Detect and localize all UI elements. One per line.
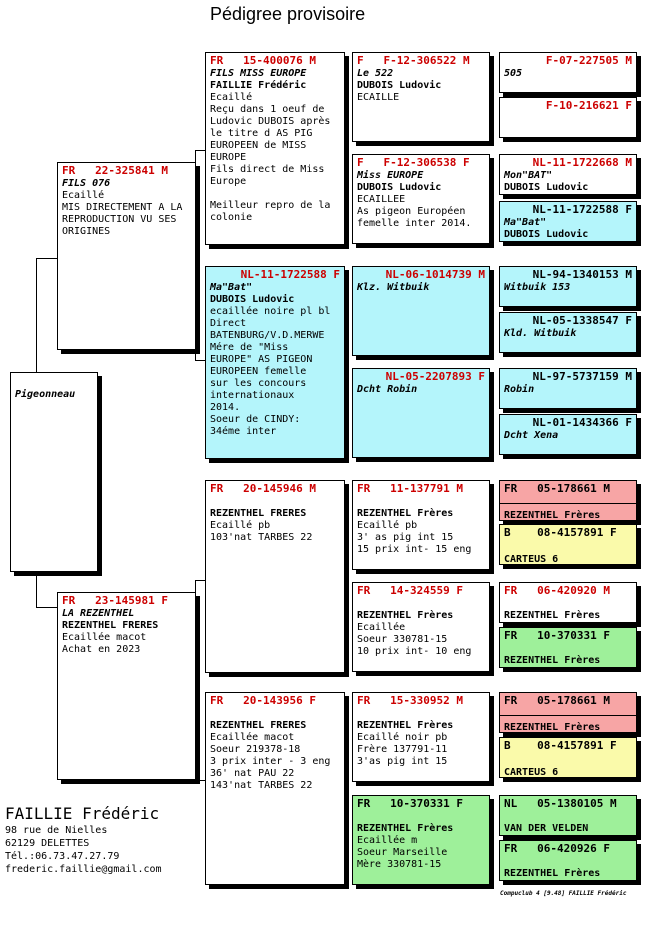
sire-sire-info: Ecaillé Reçu dans 1 oeuf de Ludovic DUBOIS après le titre d AS PIG EUROPEEN de MISS EUROPE Fils direct de Miss Europe Meilleur repro de la colonie <box>210 92 331 223</box>
g4-ring: NL-01-1434366 F <box>532 416 632 429</box>
g4-owner: REZENTHEL Frères <box>504 510 601 521</box>
g4-box-13 <box>499 692 637 733</box>
sire-box <box>57 162 196 350</box>
dam-dam-ring: FR 20-143956 F <box>210 694 316 707</box>
g4-box-1 <box>499 52 637 93</box>
sire-dam-name: Ma"Bat" <box>210 282 253 293</box>
g3-owner: REZENTHEL Frères <box>357 610 454 621</box>
g3-owner: DUBOIS Ludovic <box>357 182 442 193</box>
g3-box-5 <box>352 480 490 570</box>
g4-box-14 <box>499 737 637 778</box>
g4-owner: REZENTHEL Frères <box>504 868 601 879</box>
g3-ring: NL-06-1014739 M <box>385 268 485 281</box>
g4-box-8 <box>499 414 637 455</box>
g4-owner: DUBOIS Ludovic <box>504 229 589 240</box>
dam-sire-ring: FR 20-145946 M <box>210 482 316 495</box>
g4-box-4 <box>499 201 637 242</box>
g3-ring: F F-12-306538 F <box>357 156 470 169</box>
breeder-email: frederic.faillie@gmail.com <box>5 864 162 875</box>
g4-box-12 <box>499 627 637 668</box>
dam-sire-box <box>205 480 345 673</box>
g3-ring: FR 14-324559 F <box>357 584 463 597</box>
g3-info: ECAILLE <box>357 92 400 103</box>
g3-owner: REZENTHEL Frères <box>357 720 454 731</box>
connector-line <box>195 150 205 151</box>
connector-line <box>195 780 205 781</box>
g4-name: Dcht Xena <box>504 430 559 441</box>
g4-ring: B 08-4157891 F <box>504 526 617 539</box>
g3-box-8 <box>352 795 490 885</box>
g4-ring: NL-94-1340153 M <box>532 268 632 281</box>
g4-ring: NL-05-1338547 F <box>532 314 632 327</box>
g4-ring: NL 05-1380105 M <box>504 797 617 810</box>
g4-ring: FR 05-178661 M <box>504 694 610 707</box>
g3-box-7 <box>352 692 490 782</box>
g4-owner: VAN DER VELDEN <box>504 823 589 834</box>
g3-info: Ecaillé noir pb Frère 137791-11 3'as pig int 15 <box>357 732 448 767</box>
g4-ring: NL-11-1722668 M <box>532 156 632 169</box>
g3-ring: FR 11-137791 M <box>357 482 463 495</box>
breeder-address: 98 rue de Nielles <box>5 825 108 836</box>
connector-line <box>195 580 205 581</box>
g4-box-9 <box>499 480 637 521</box>
dam-name: LA REZENTHEL <box>62 608 135 619</box>
g3-name: Miss EUROPE <box>357 170 424 181</box>
g4-ring: F-07-227505 M <box>545 54 632 67</box>
g4-box-2 <box>499 97 637 138</box>
dam-sire-name <box>210 496 340 508</box>
g4-ring: FR 10-370331 F <box>504 629 610 642</box>
breeder-phone: Tél.:06.73.47.27.79 <box>5 851 120 862</box>
sire-sire-ring: FR 15-400076 M <box>210 54 316 67</box>
g4-name: Robin <box>504 384 535 395</box>
g4-box-5 <box>499 266 637 307</box>
sire-dam-info: ecaillée noire pl bl Direct BATENBURG/V.D.MERWE Mére de "Miss EUROPE" AS PIGEON EUROPEEN femelle sur les concours internationaux 2014. Soeur de CINDY: 34éme inter <box>210 306 331 437</box>
connector-line <box>36 258 58 259</box>
dam-dam-info: Ecaillée macot Soeur 219378-18 3 prix inter - 3 eng 36' nat PAU 22 143'nat TARBES 22 <box>210 732 331 791</box>
g4-owner: DUBOIS Ludovic <box>504 182 589 193</box>
g4-box-11 <box>499 582 637 623</box>
g4-box-10 <box>499 524 637 565</box>
g4-name: 505 <box>504 68 523 79</box>
g3-owner: REZENTHEL Frères <box>357 823 454 834</box>
page-title: Pédigree provisoire <box>210 4 366 24</box>
g3-ring: NL-05-2207893 F <box>385 370 485 383</box>
g4-owner: CARTEUS 6 <box>504 767 559 778</box>
g4-ring: NL-97-5737159 M <box>532 370 632 383</box>
sire-sire-box <box>205 52 345 245</box>
footer-credit: Compuclub 4 [9.48] FAILLIE Frédéric <box>500 890 627 897</box>
g4-box-6 <box>499 312 637 353</box>
g4-ring: NL-11-1722588 F <box>532 203 632 216</box>
dam-sire-info: Ecaillé pb 103'nat TARBES 22 <box>210 520 313 543</box>
g3-name <box>357 708 485 720</box>
g4-ring: FR 05-178661 M <box>504 482 610 495</box>
g4-box-3 <box>499 154 637 195</box>
g3-name <box>357 811 485 823</box>
g3-box-1 <box>352 52 490 142</box>
g4-box-15 <box>499 795 637 836</box>
g4-owner: REZENTHEL Frères <box>504 610 601 621</box>
g3-info: ECAILLEE As pigeon Européen femelle inter 2014. <box>357 194 472 229</box>
g3-ring: FR 10-370331 F <box>357 797 463 810</box>
dam-dam-name <box>210 708 340 720</box>
g3-owner: REZENTHEL Frères <box>357 508 454 519</box>
sire-sire-owner: FAILLIE Frédéric <box>210 80 307 91</box>
g3-owner: DUBOIS Ludovic <box>357 80 442 91</box>
breeder-name: FAILLIE Frédéric <box>5 804 160 823</box>
g4-owner: REZENTHEL Frères <box>504 722 601 733</box>
dam-owner: REZENTHEL FRERES <box>62 620 159 631</box>
dam-box <box>57 592 196 780</box>
g4-box-7 <box>499 368 637 409</box>
g4-name: Witbuik 153 <box>504 282 571 293</box>
g4-owner: CARTEUS 6 <box>504 554 559 565</box>
breeder-city: 62129 DELETTES <box>5 838 90 849</box>
g4-name: Mon"BAT" <box>504 170 553 181</box>
sire-name: FILS 076 <box>62 178 111 189</box>
g3-name: Klz. Witbuik <box>357 282 430 293</box>
g3-info: Ecaillée m Soeur Marseille Mère 330781-15 <box>357 835 448 870</box>
g3-box-3 <box>352 266 490 356</box>
g4-owner: REZENTHEL Frères <box>504 655 601 666</box>
connector-line <box>36 607 58 608</box>
g3-ring: FR 15-330952 M <box>357 694 463 707</box>
g3-name: Dcht Robin <box>357 384 418 395</box>
g3-box-2 <box>352 154 490 244</box>
sire-dam-owner: DUBOIS Ludovic <box>210 294 295 305</box>
g3-ring: F F-12-306522 M <box>357 54 470 67</box>
dam-dam-box <box>205 692 345 885</box>
subject-label: Pigeonneau <box>15 389 76 400</box>
subject-box <box>10 372 98 572</box>
g4-ring: FR 06-420926 F <box>504 842 610 855</box>
g3-name <box>357 598 485 610</box>
g3-info: Ecaillée Soeur 330781-15 10 prix int- 10 eng <box>357 622 472 657</box>
g3-box-4 <box>352 368 490 458</box>
dam-ring: FR 23-145981 F <box>62 594 168 607</box>
sire-ring: FR 22-325841 M <box>62 164 168 177</box>
g4-box-16 <box>499 840 637 881</box>
dam-dam-owner: REZENTHEL FRERES <box>210 720 307 731</box>
connector-line <box>195 360 205 361</box>
g3-name: Le 522 <box>357 68 394 79</box>
g4-name: Kld. Witbuik <box>504 328 577 339</box>
dam-info: Ecaillée macot Achat en 2023 <box>62 632 147 655</box>
sire-dam-ring: NL-11-1722588 F <box>240 268 340 281</box>
dam-sire-owner: REZENTHEL FRERES <box>210 508 307 519</box>
g4-name: Ma"Bat" <box>504 217 547 228</box>
g3-info: Ecaillé pb 3' as pig int 15 15 prix int- 15 eng <box>357 520 472 555</box>
sire-info: Ecaillé MIS DIRECTEMENT A LA REPRODUCTION VU SES ORIGINES <box>62 190 183 237</box>
g3-box-6 <box>352 582 490 672</box>
g3-name <box>357 496 485 508</box>
breeder-info <box>5 804 162 876</box>
sire-sire-name: FILS MISS EUROPE <box>210 68 307 79</box>
sire-dam-box <box>205 266 345 459</box>
g4-ring: F-10-216621 F <box>545 99 632 112</box>
g4-ring: FR 06-420920 M <box>504 584 610 597</box>
g4-ring: B 08-4157891 F <box>504 739 617 752</box>
